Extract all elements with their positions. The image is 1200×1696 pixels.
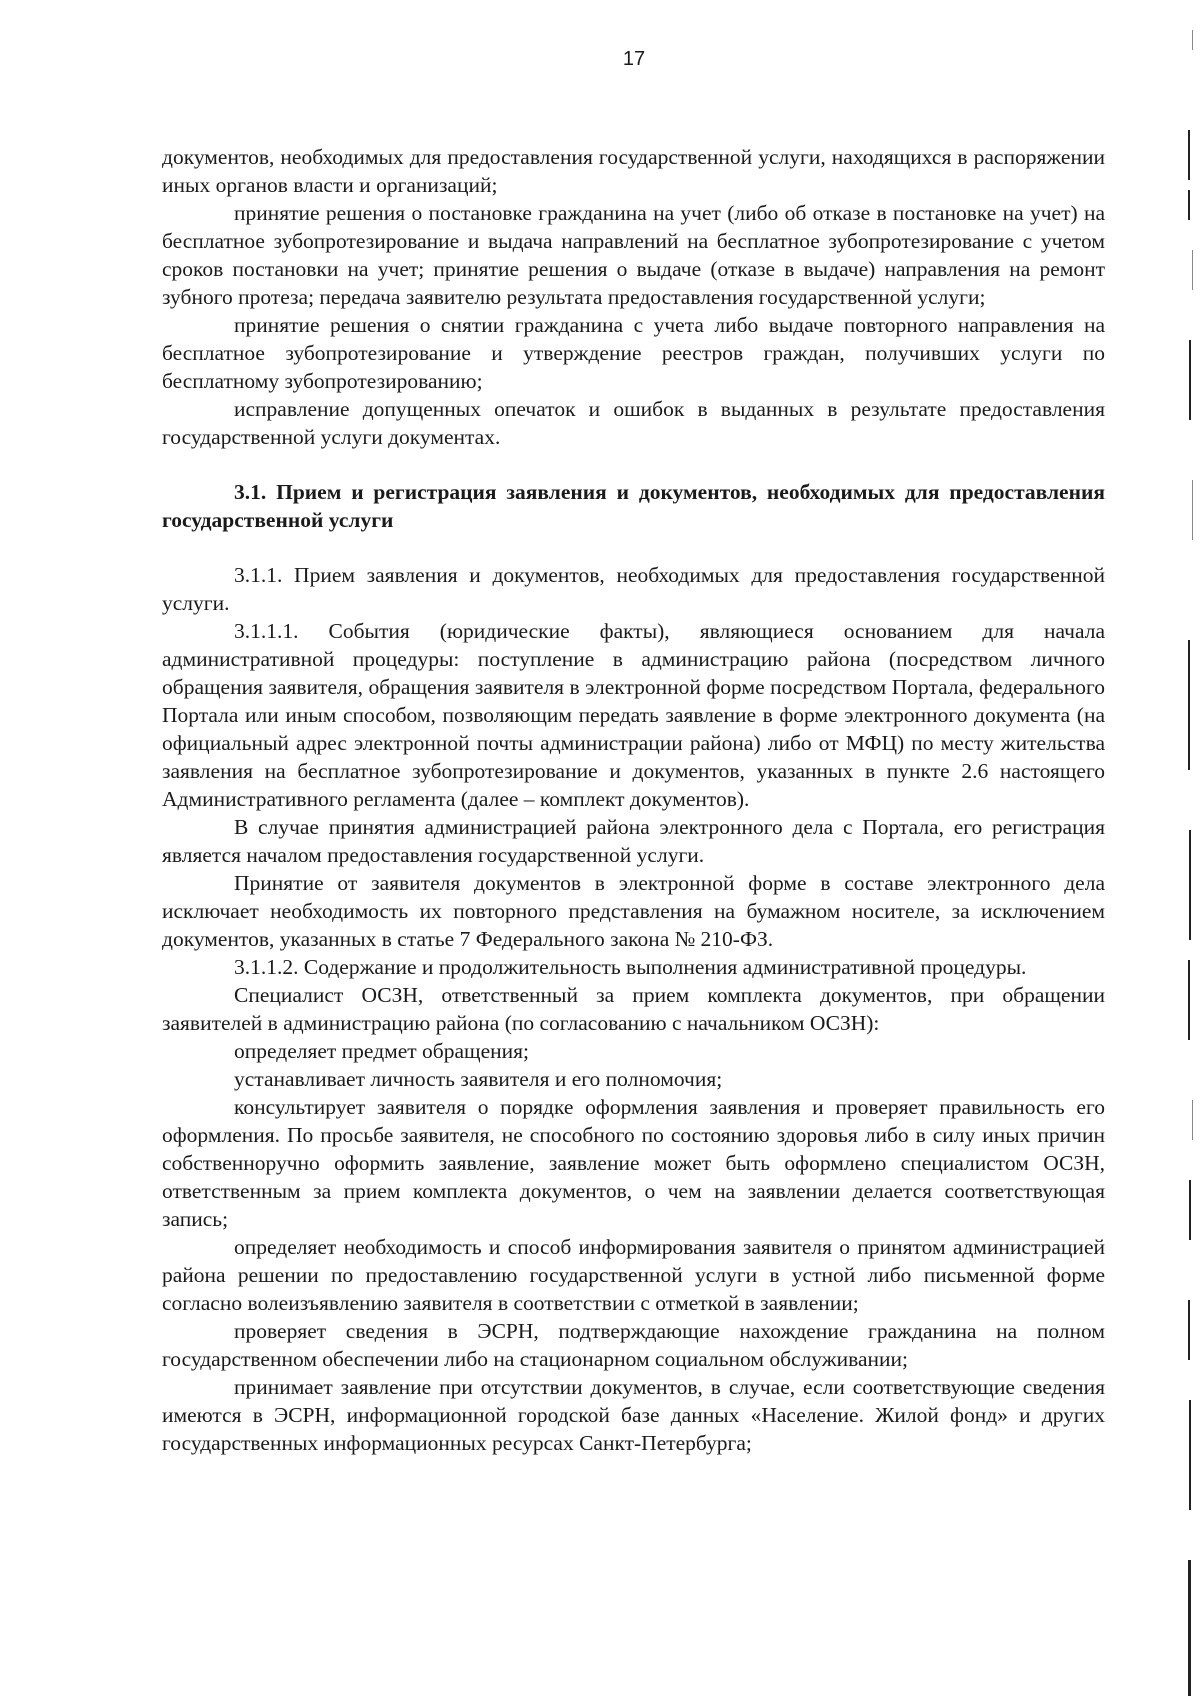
- paragraph: принятие решения о постановке гражданина на учет (либо об отказе в постановке на учет) на бесплатное зубопротезирование и выдача направлений на бесплатное зубопротезирование с учетом сроков постановки на учет; принятие решения о выдаче (отказе в выдаче) направления на ремонт зубного протеза; передача заявителю результата предоставления государственной услуги;: [162, 201, 1105, 309]
- paragraph: проверяет сведения в ЭСРН, подтверждающие нахождение гражданина на полном государственном обеспечении либо на стационарном социальном обслуживании;: [162, 1319, 1105, 1371]
- paragraph: 3.1.1.2. Содержание и продолжительность выполнения административной процедуры.: [234, 955, 1027, 979]
- paragraph: принятие решения о снятии гражданина с учета либо выдаче повторного направления на бесплатное зубопротезирование и утверждение реестров граждан, получивших услуги по бесплатному зубопротезированию;: [162, 313, 1105, 393]
- paragraph: исправление допущенных опечаток и ошибок в выданных в результате предоставления государственной услуги документах.: [162, 397, 1105, 449]
- scan-edge-marks: [1186, 0, 1200, 1696]
- paragraph: 3.1.1.1. События (юридические факты), являющиеся основанием для начала административной процедуры: поступление в администрацию района (посредством личного обращения заявителя, обращения заявителя в электронной форме посредством Портала, федерального Портала или иным способом, позволяющим передать заявление в форме электронного документа (на официальный адрес электронной почты администрации района) либо от МФЦ) по месту жительства заявления на бесплатное зубопротезирование и документов, указанных в пункте 2.6 настоящего Административного регламента (далее – комплект документов).: [162, 619, 1105, 811]
- section-heading: 3.1. Прием и регистрация заявления и документов, необходимых для предоставления государственной услуги: [162, 480, 1105, 532]
- paragraph: устанавливает личность заявителя и его полномочия;: [234, 1067, 723, 1091]
- document-body: [162, 143, 1105, 1457]
- paragraph: Принятие от заявителя документов в электронной форме в составе электронного дела исключает необходимость их повторного представления на бумажном носителе, за исключением документов, указанных в статье 7 Федерального закона № 210-ФЗ.: [162, 871, 1105, 951]
- paragraph: принимает заявление при отсутствии документов, в случае, если соответствующие сведения имеются в ЭСРН, информационной городской базе данных «Население. Жилой фонд» и других государственных информационных ресурсах Санкт-Петербурга;: [162, 1375, 1105, 1455]
- paragraph: определяет предмет обращения;: [234, 1039, 530, 1063]
- paragraph: определяет необходимость и способ информирования заявителя о принятом администрацией района решении по предоставлению государственной услуги в устной либо письменной форме согласно волеизъявлению заявителя в соответствии с отметкой в заявлении;: [162, 1235, 1105, 1315]
- paragraph: В случае принятия администрацией района электронного дела с Портала, его регистрация является началом предоставления государственной услуги.: [162, 815, 1105, 867]
- paragraph: Специалист ОСЗН, ответственный за прием комплекта документов, при обращении заявителей в администрацию района (по согласованию с начальником ОСЗН):: [162, 983, 1105, 1035]
- paragraph: 3.1.1. Прием заявления и документов, необходимых для предоставления государственной услуги.: [162, 563, 1105, 615]
- paragraph: документов, необходимых для предоставления государственной услуги, находящихся в распоряжении иных органов власти и организаций;: [162, 145, 1105, 197]
- paragraph: консультирует заявителя о порядке оформления заявления и проверяет правильность его оформления. По просьбе заявителя, не способного по состоянию здоровья либо в силу иных причин собственноручно оформить заявление, заявление может быть оформлено специалистом ОСЗН, ответственным за прием комплекта документов, о чем на заявлении делается соответствующая запись;: [162, 1095, 1105, 1231]
- page-number: 17: [622, 48, 646, 70]
